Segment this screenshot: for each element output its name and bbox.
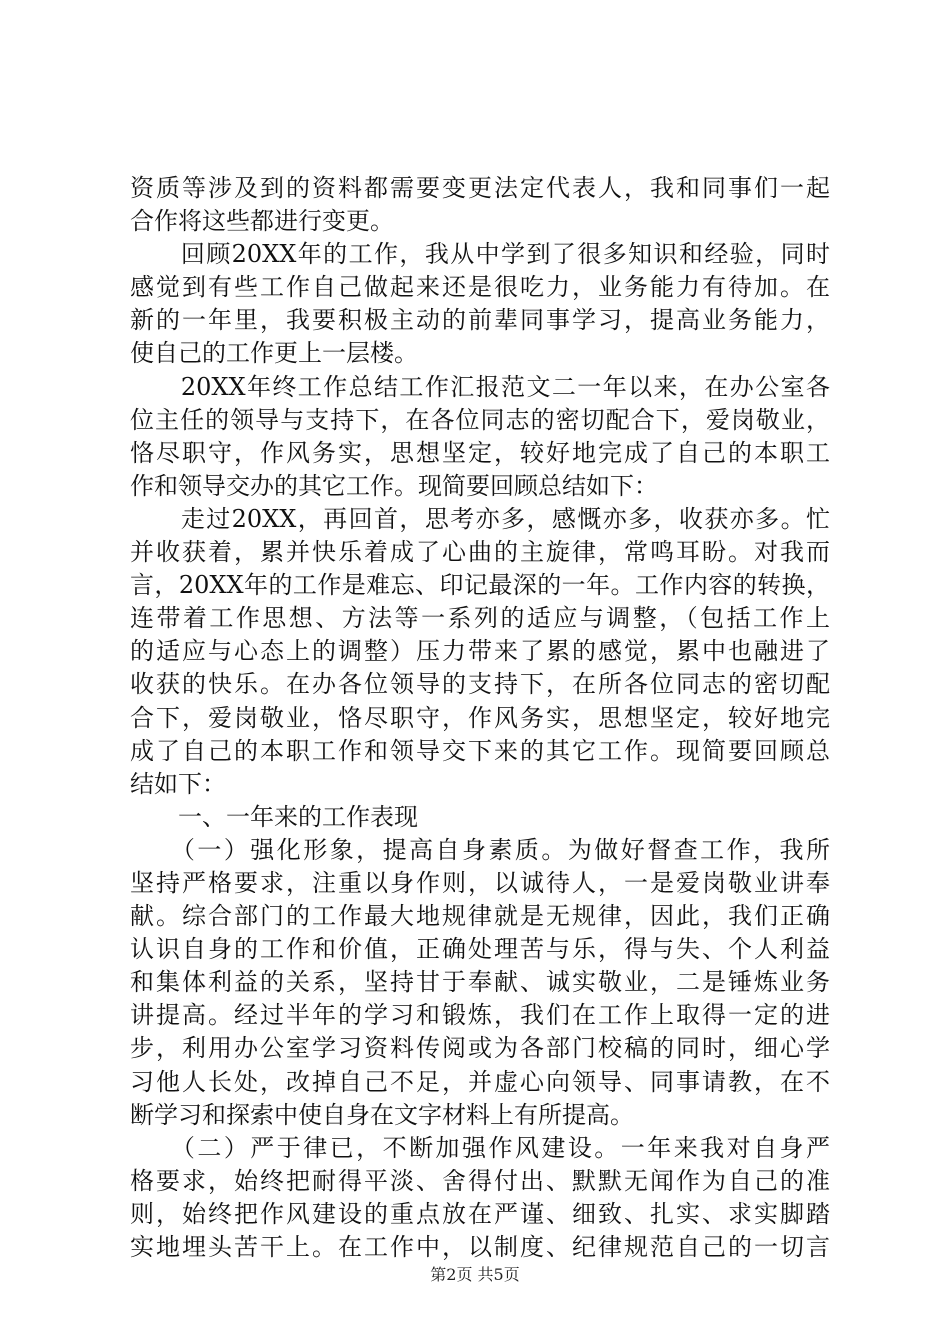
text-line: 恪尽职守，作风务实，思想坚定，较好地完成了自己的本职工 <box>130 438 830 467</box>
text-line: 格要求，始终把耐得平淡、舍得付出、默默无闻作为自己的准 <box>130 1166 830 1195</box>
text-line: 使自己的工作更上一层楼。 <box>130 339 418 368</box>
text-line: （一）强化形象，提高自身素质。为做好督查工作，我所 <box>130 835 830 864</box>
document-body <box>130 172 830 1264</box>
text-line: 献。综合部门的工作最大地规律就是无规律，因此，我们正确 <box>130 902 830 931</box>
text-line: 和集体利益的关系，坚持甘于奉献、诚实敬业，二是锤炼业务 <box>130 968 830 997</box>
text-line: 合作将这些都进行变更。 <box>130 207 394 236</box>
text-line: 作和领导交办的其它工作。现简要回顾总结如下： <box>130 471 658 500</box>
text-line: 则，始终把作风建设的重点放在严谨、细致、扎实、求实脚踏 <box>130 1199 830 1228</box>
text-line: 感觉到有些工作自己做起来还是很吃力，业务能力有待加。在 <box>130 273 830 302</box>
text-line: 结如下： <box>130 769 226 798</box>
text-line: 收获的快乐。在办各位领导的支持下，在所各位同志的密切配 <box>130 670 830 699</box>
text-line: 步，利用办公室学习资料传阅或为各部门校稿的同时，细心学 <box>130 1034 830 1063</box>
text-line: 成了自己的本职工作和领导交下来的其它工作。现简要回顾总 <box>130 736 830 765</box>
text-line: 连带着工作思想、方法等一系列的适应与调整，（包括工作上 <box>130 604 830 633</box>
text-line: 资质等涉及到的资料都需要变更法定代表人，我和同事们一起 <box>130 174 830 202</box>
text-line: 言，20XX年的工作是难忘、印记最深的一年。工作内容的转换， <box>130 571 830 600</box>
text-line: 20XX年终工作总结工作汇报范文二一年以来，在办公室各 <box>130 372 830 401</box>
text-line: 并收获着，累并快乐着成了心曲的主旋律，常鸣耳盼。对我而 <box>130 538 830 567</box>
text-line: 坚持严格要求，注重以身作则，以诚待人，一是爱岗敬业讲奉 <box>130 868 830 897</box>
text-line: 新的一年里，我要积极主动的前辈同事学习，提高业务能力， <box>130 306 830 335</box>
text-line: 的适应与心态上的调整）压力带来了累的感觉，累中也融进了 <box>130 637 830 666</box>
text-line: 合下，爱岗敬业，恪尽职守，作风务实，思想坚定，较好地完 <box>130 703 830 732</box>
text-line: 讲提高。经过半年的学习和锻炼，我们在工作上取得一定的进 <box>130 1001 830 1030</box>
text-line: 回顾20XX年的工作，我从中学到了很多知识和经验，同时 <box>130 240 830 269</box>
text-line: 一、一年来的工作表现 <box>130 802 418 831</box>
text-line: 认识自身的工作和价值，正确处理苦与乐，得与失、个人利益 <box>130 935 830 964</box>
text-line: 位主任的领导与支持下，在各位同志的密切配合下，爱岗敬业， <box>130 405 830 434</box>
text-line: 实地埋头苦干上。在工作中，以制度、纪律规范自己的一切言 <box>130 1233 830 1261</box>
text-line: （二）严于律已，不断加强作风建设。一年来我对自身严 <box>130 1133 830 1162</box>
text-line: 习他人长处，改掉自己不足，并虚心向领导、同事请教，在不 <box>130 1067 830 1096</box>
page-number-footer: 第2页 共5页 <box>430 1265 520 1284</box>
text-line: 断学习和探索中使自身在文字材料上有所提高。 <box>130 1100 634 1129</box>
text-line: 走过20XX，再回首，思考亦多，感慨亦多，收获亦多。忙 <box>130 504 830 533</box>
